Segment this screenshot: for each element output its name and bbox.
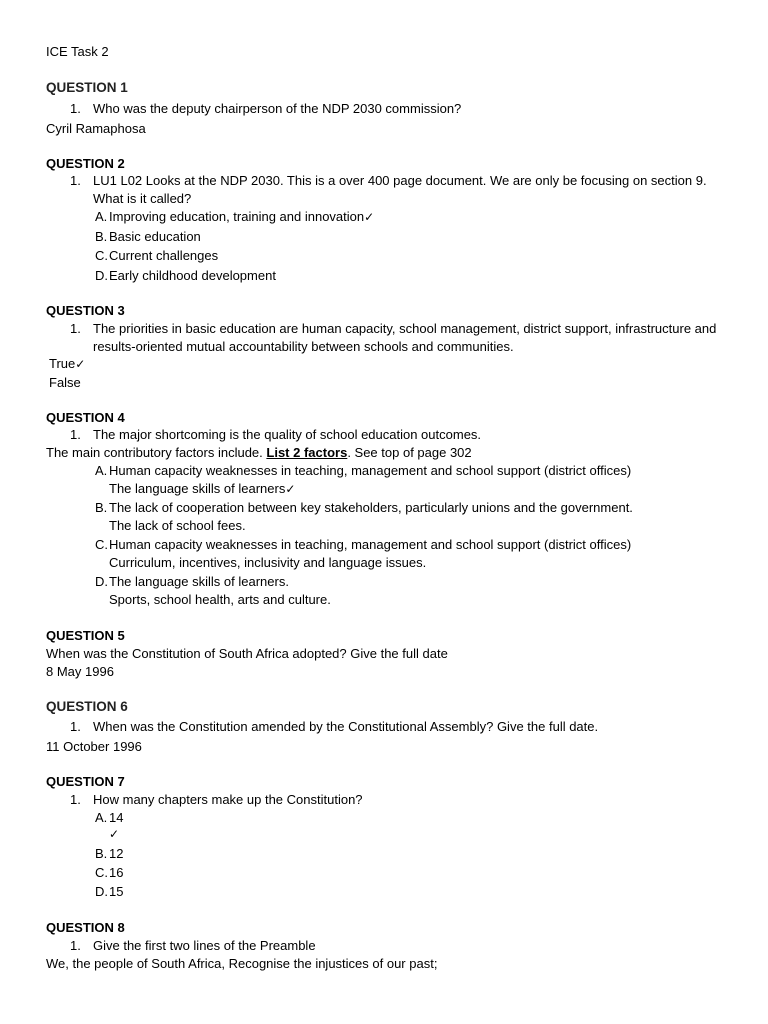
option-text: 15 <box>109 884 124 899</box>
question-2-heading: QUESTION 2 <box>46 156 125 171</box>
factors-prefix: The main contributory factors include. <box>46 445 267 460</box>
question-4-option-d-line2: Sports, school health, arts and culture. <box>109 592 331 607</box>
question-5-text: When was the Constitution of South Africa adopted? Give the full date <box>46 646 448 661</box>
question-6-number: 1. <box>70 719 81 734</box>
question-7-option-b <box>95 845 123 863</box>
question-6-heading: QUESTION 6 <box>46 699 128 714</box>
option-text: 16 <box>109 865 124 880</box>
option-line2: The language skills of learners <box>109 481 286 496</box>
question-4-option-d <box>95 573 289 591</box>
option-text: 12 <box>109 846 124 861</box>
option-letter: C. <box>95 865 108 880</box>
question-8-number: 1. <box>70 938 81 953</box>
option-letter: A. <box>95 463 108 478</box>
question-7-text: How many chapters make up the Constitution? <box>93 792 363 807</box>
option-line1: The lack of cooperation between key stakeholders, particularly unions and the government. <box>109 500 633 515</box>
question-1-text: Who was the deputy chairperson of the NDP 2030 commission? <box>93 101 462 116</box>
question-8-heading: QUESTION 8 <box>46 920 125 935</box>
question-8-answer: We, the people of South Africa, Recognise the injustices of our past; <box>46 956 438 971</box>
option-letter: D. <box>95 574 108 589</box>
question-7-heading: QUESTION 7 <box>46 774 125 789</box>
question-3-false-option: False <box>49 375 81 390</box>
check-mark-icon: ✓ <box>285 482 296 496</box>
question-4-heading: QUESTION 4 <box>46 410 125 425</box>
option-letter: A. <box>95 209 108 224</box>
question-2-option-c <box>95 247 218 265</box>
question-4-option-a-line2 <box>109 480 295 498</box>
document-title: ICE Task 2 <box>46 44 109 59</box>
question-7-number: 1. <box>70 792 81 807</box>
question-2-option-d <box>95 267 276 285</box>
question-4-option-b-line2: The lack of school fees. <box>109 518 246 533</box>
question-6-answer: 11 October 1996 <box>46 739 142 754</box>
check-mark-icon: ✓ <box>75 357 86 371</box>
option-letter: D. <box>95 268 108 283</box>
option-letter: B. <box>95 500 108 515</box>
check-mark-icon: ✓ <box>364 210 375 224</box>
question-2-option-a <box>95 208 374 226</box>
question-4-option-c-line2: Curriculum, incentives, inclusivity and language issues. <box>109 555 427 570</box>
option-line1: Human capacity weaknesses in teaching, management and school support (district offices) <box>109 537 632 552</box>
question-4-option-c <box>95 536 631 554</box>
option-letter: C. <box>95 248 108 263</box>
question-1-heading: QUESTION 1 <box>46 80 128 95</box>
question-6-text: When was the Constitution amended by the Constitutional Assembly? Give the full date. <box>93 719 599 734</box>
question-3-text-line2: results-oriented mutual accountability between schools and communities. <box>93 339 514 354</box>
question-3-heading: QUESTION 3 <box>46 303 125 318</box>
factors-emphasis: List 2 factors <box>266 445 348 460</box>
question-1-answer: Cyril Ramaphosa <box>46 121 146 136</box>
question-7-option-d <box>95 883 123 901</box>
option-letter: C. <box>95 537 108 552</box>
option-text: Basic education <box>109 229 201 244</box>
question-4-number: 1. <box>70 427 81 442</box>
option-text: Current challenges <box>109 248 219 263</box>
question-4-factors-line <box>46 444 472 462</box>
question-4-option-a <box>95 462 631 480</box>
question-2-text-line2: What is it called? <box>93 191 192 206</box>
question-4-text: The major shortcoming is the quality of school education outcomes. <box>93 427 482 442</box>
factors-suffix: . See top of page 302 <box>347 445 472 460</box>
true-label: True <box>49 356 76 371</box>
option-text: Early childhood development <box>109 268 276 283</box>
question-7-option-c <box>95 864 123 882</box>
question-8-text: Give the first two lines of the Preamble <box>93 938 316 953</box>
option-text: 14 <box>109 810 124 825</box>
option-letter: B. <box>95 846 108 861</box>
option-letter: D. <box>95 884 108 899</box>
question-2-number: 1. <box>70 173 81 188</box>
question-3-text-line1: The priorities in basic education are human capacity, school management, district support, infrastructure and <box>93 321 717 336</box>
option-text: Improving education, training and innovation <box>109 209 365 224</box>
question-2-text-line1: LU1 L02 Looks at the NDP 2030. This is a over 400 page document. We are only be focusing on section 9. <box>93 173 707 188</box>
question-1-number: 1. <box>70 101 81 116</box>
option-letter: A. <box>95 810 108 825</box>
check-mark-icon: ✓ <box>109 827 120 841</box>
question-4-option-b <box>95 499 633 517</box>
option-line1: The language skills of learners. <box>109 574 289 589</box>
question-3-number: 1. <box>70 321 81 336</box>
question-5-answer: 8 May 1996 <box>46 664 114 679</box>
question-3-true-option <box>49 355 85 373</box>
option-line1: Human capacity weaknesses in teaching, management and school support (district offices) <box>109 463 632 478</box>
question-2-option-b <box>95 228 201 246</box>
option-letter: B. <box>95 229 108 244</box>
question-5-heading: QUESTION 5 <box>46 628 125 643</box>
